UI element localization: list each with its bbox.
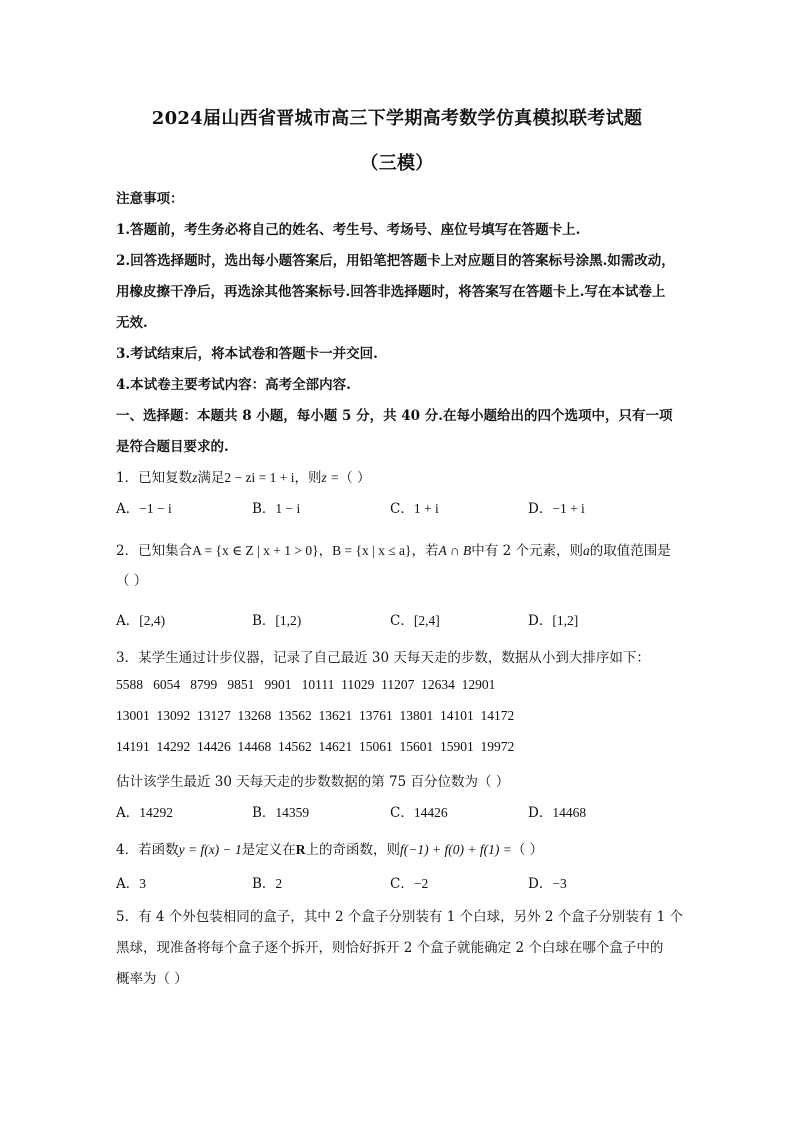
- question-2-paren: （ ）: [116, 573, 148, 589]
- ask-z: z =: [321, 470, 340, 485]
- exam-title: 2024届山西省晋城市高三下学期高考数学仿真模拟联考试题: [151, 108, 643, 129]
- q4-option-d: D．−3: [528, 876, 567, 892]
- exam-subtitle: （三模）: [360, 153, 434, 174]
- notice-heading: 注意事项：: [116, 191, 184, 207]
- data-row-2: 13001 13092 13127 13268 13562 13621 13761 13801 14101 14172: [116, 708, 515, 723]
- set-a: A = {x ∈ Z | x + 1 > 0}: [192, 543, 319, 558]
- section-heading: 一、选择题：本题共 8 小题，每小题 5 分，共 40 分.在每小题给出的四个选项中，只有一项: [116, 408, 673, 424]
- q3-option-b: B．14359: [252, 805, 310, 821]
- section-heading-cont: 是符合题目要求的.: [116, 439, 229, 455]
- notice-item-4: 4.本试卷主要考试内容：高考全部内容.: [116, 377, 351, 393]
- q3-option-a: A．14292: [116, 805, 173, 821]
- function: y = f(x) − 1: [178, 842, 242, 857]
- q1-option-a: A．−1 − i: [116, 501, 172, 517]
- intersection: A ∩ B: [438, 543, 472, 558]
- q1-option-d: D．−1 + i: [528, 501, 585, 517]
- var-z: z: [192, 470, 198, 485]
- question-4-stem: 4．若函数y = f(x) − 1是定义在R上的奇函数，则f(−1) + f(0) + f(1) =（ ）: [116, 842, 544, 858]
- q2-option-c: C．[2,4]: [390, 613, 440, 629]
- question-5-line-3: 概率为（ ）: [116, 971, 188, 987]
- var-a: a: [582, 543, 590, 558]
- q4-option-a: A．3: [116, 876, 146, 892]
- q2-option-d: D．[1,2]: [528, 613, 579, 629]
- question-5-line-2: 黑球，现准备将每个盒子逐个拆开，则恰好拆开 2 个盒子就能确定 2 个白球在哪个盒子中的: [116, 940, 664, 956]
- q4-option-c: C．−2: [390, 876, 429, 892]
- q3-option-c: C．14426: [390, 805, 448, 821]
- q4-option-b: B．2: [252, 876, 283, 892]
- data-row-3: 14191 14292 14426 14468 14562 14621 15061 15601 15901 19972: [116, 739, 515, 754]
- question-3-stem: 3．某学生通过计步仪器，记录了自己最近 30 天每天走的步数，数据从小到大排序如下：: [116, 650, 650, 666]
- q3-option-d: D．14468: [528, 805, 587, 821]
- notice-item-2c: 无效.: [116, 315, 148, 331]
- notice-item-1: 1.答题前，考生务必将自己的姓名、考生号、考场号、座位号填写在答题卡上.: [116, 222, 581, 238]
- data-row-1: 5588 6054 8799 9851 9901 10111 11029 11207 12634 12901: [116, 677, 496, 692]
- q2-option-b: B．[1,2): [252, 613, 302, 629]
- question-2-stem: 2．已知集合A = {x ∈ Z | x + 1 > 0}，B = {x | x ≤ a}，若A ∩ B中有 2 个元素，则a的取值范围是: [116, 543, 671, 559]
- q2-option-a: A．[2,4): [116, 613, 166, 629]
- set-b: B = {x | x ≤ a}: [332, 543, 412, 558]
- notice-item-3: 3.考试结束后，将本试卷和答题卡一并交回.: [116, 346, 378, 362]
- question-5-line-1: 5．有 4 个外包装相同的盒子，其中 2 个盒子分别装有 1 个白球，另外 2 个盒子分别装有 1 个: [116, 909, 683, 925]
- notice-item-2b: 用橡皮擦干净后，再选涂其他答案标号.回答非选择题时，将答案写在答题卡上.写在本试卷上: [116, 284, 666, 300]
- equation: 2 − zi = 1 + i: [224, 470, 295, 485]
- notice-item-2a: 2.回答选择题时，选出每小题答案后，用铅笔把答题卡上对应题目的答案标号涂黑.如需改动，: [116, 253, 675, 269]
- expression: f(−1) + f(0) + f(1) =: [400, 842, 512, 857]
- question-3-ask: 估计该学生最近 30 天每天走的步数数据的第 75 百分位数为（ ）: [116, 774, 510, 790]
- q1-option-c: C．1 + i: [390, 501, 439, 517]
- real-set: R: [295, 842, 306, 857]
- question-1-stem: 1．已知复数z满足2 − zi = 1 + i，则z =（ ）: [116, 470, 371, 486]
- q1-option-b: B．1 − i: [252, 501, 301, 517]
